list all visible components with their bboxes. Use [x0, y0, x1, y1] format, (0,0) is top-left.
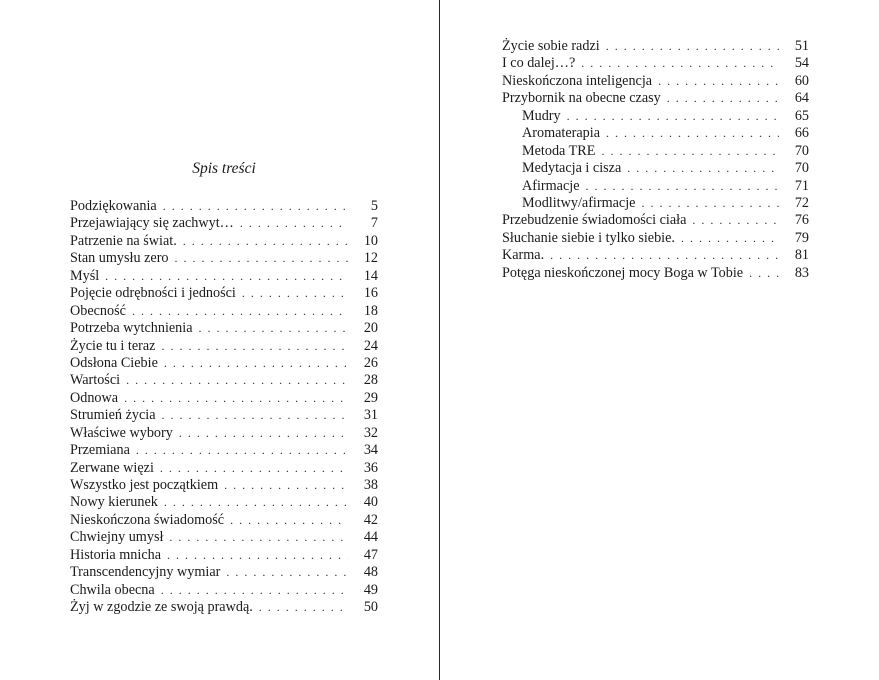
toc-entry: [70, 372, 378, 389]
toc-entry-page-number: 76: [794, 212, 809, 229]
toc-entry: [70, 355, 378, 372]
toc-entry-label: Karma.: [502, 247, 545, 264]
toc-entry-label: Patrzenie na świat.: [70, 232, 177, 249]
dot-leader: [600, 38, 779, 55]
toc-entry-page-number: 72: [794, 194, 809, 211]
dot-leader: [173, 425, 348, 442]
toc-entry: [70, 250, 378, 267]
toc-entry: [70, 215, 378, 232]
toc-right-list: [502, 38, 809, 282]
toc-entry-label: Chwila obecna: [70, 581, 155, 598]
toc-entry-label: Medytacja i cisza: [522, 160, 622, 177]
toc-entry-page-number: 50: [363, 599, 378, 616]
toc-entry-page-number: 18: [363, 302, 378, 319]
toc-entry-page-number: 54: [794, 55, 809, 72]
toc-entry: [70, 460, 378, 477]
toc-entry-page-number: 47: [363, 546, 378, 563]
toc-entry-page-number: 44: [363, 529, 378, 546]
toc-entry-label: Przemiana: [70, 442, 130, 459]
toc-entry-page-number: 16: [363, 285, 378, 302]
dot-leader: [652, 73, 779, 90]
toc-entry: [502, 125, 809, 142]
dot-leader: [220, 564, 348, 581]
toc-entry-label: Słuchanie siebie i tylko siebie.: [502, 229, 675, 246]
dot-leader: [743, 265, 779, 282]
toc-entry-page-number: 34: [363, 442, 378, 459]
toc-entry-label: Stan umysłu zero: [70, 250, 169, 267]
toc-entry-page-number: 31: [363, 407, 378, 424]
toc-entry: [70, 390, 378, 407]
toc-entry-label: Potęga nieskończonej mocy Boga w Tobie: [502, 264, 744, 281]
toc-entry: [70, 494, 378, 511]
toc-entry: [502, 143, 809, 160]
toc-entry-label: Życie sobie radzi: [502, 38, 600, 54]
toc-entry-label: Modlitwy/afirmacje: [522, 194, 636, 211]
toc-entry-page-number: 12: [363, 250, 378, 267]
toc-entry: [70, 338, 378, 355]
toc-title: Spis treści: [192, 160, 256, 177]
toc-entry-page-number: 70: [794, 142, 809, 159]
toc-entry-page-number: 38: [363, 477, 378, 493]
toc-entry-label: Pojęcie odrębności i jedności: [70, 285, 236, 302]
toc-entry-label: Mudry: [522, 107, 561, 124]
toc-entry-label: Transcendencyjny wymiar: [70, 564, 221, 581]
toc-entry-page-number: 10: [363, 232, 378, 249]
toc-entry: [502, 265, 809, 282]
toc-entry: [502, 90, 809, 107]
toc-entry-page-number: 24: [363, 337, 378, 354]
toc-entry-label: Przebudzenie świadomości ciała: [502, 212, 687, 229]
dot-leader: [177, 233, 348, 250]
toc-entry-page-number: 48: [363, 564, 378, 581]
dot-leader: [661, 90, 779, 107]
dot-leader: [544, 247, 779, 264]
toc-entry: [70, 529, 378, 546]
toc-entry-page-number: 66: [794, 125, 809, 142]
dot-leader: [193, 320, 348, 337]
dot-leader: [686, 212, 779, 229]
dot-leader: [234, 215, 348, 232]
toc-entry-label: Odnowa: [70, 389, 119, 406]
dot-leader: [218, 477, 348, 494]
toc-entry: [502, 160, 809, 177]
toc-entry: [502, 212, 809, 229]
toc-entry-page-number: 79: [794, 229, 809, 246]
toc-entry: [502, 195, 809, 212]
toc-entry-label: Przybornik na obecne czasy: [502, 90, 661, 107]
toc-entry: [70, 477, 378, 494]
toc-entry: [502, 55, 809, 72]
toc-entry: [502, 178, 809, 195]
toc-entry: [70, 547, 378, 564]
dot-leader: [163, 529, 348, 546]
toc-entry-page-number: 32: [363, 424, 378, 441]
dot-leader: [158, 494, 348, 511]
dot-leader: [126, 303, 348, 320]
dot-leader: [595, 143, 779, 160]
dot-leader: [635, 195, 779, 212]
dot-leader: [575, 55, 779, 72]
toc-entry-label: Historia mnicha: [70, 546, 162, 563]
toc-entry-page-number: 14: [363, 267, 378, 284]
toc-entry-page-number: 42: [363, 511, 378, 528]
toc-entry-page-number: 29: [363, 389, 378, 406]
toc-entry-page-number: 60: [794, 72, 809, 89]
toc-entry: [70, 582, 378, 599]
toc-entry-label: Metoda TRE: [522, 142, 596, 159]
toc-entry: [70, 425, 378, 442]
dot-leader: [158, 355, 348, 372]
dot-leader: [161, 547, 348, 564]
toc-entry-label: Potrzeba wytchnienia: [70, 320, 193, 337]
toc-entry: [502, 247, 809, 264]
dot-leader: [154, 460, 348, 477]
dot-leader: [99, 268, 348, 285]
toc-entry: [70, 512, 378, 529]
dot-leader: [155, 582, 348, 599]
toc-entry-page-number: 64: [794, 90, 809, 107]
toc-entry: [70, 564, 378, 581]
toc-entry-page-number: 28: [363, 372, 378, 389]
toc-entry-page-number: 65: [794, 107, 809, 124]
toc-entry-label: Chwiejny umysł: [70, 529, 164, 546]
toc-entry-page-number: 70: [794, 160, 809, 177]
toc-entry-page-number: 83: [794, 264, 809, 281]
dot-leader: [600, 125, 779, 142]
toc-entry-label: Obecność: [70, 302, 126, 319]
toc-entry-page-number: 20: [363, 320, 378, 337]
toc-entry-label: Strumień życia: [70, 407, 156, 424]
toc-entry-page-number: 81: [794, 247, 809, 264]
toc-entry-page-number: 5: [370, 198, 378, 214]
dot-leader: [130, 442, 348, 459]
toc-entry-page-number: 40: [363, 494, 378, 511]
toc-entry-label: Aromaterapia: [522, 125, 600, 142]
toc-entry: [70, 285, 378, 302]
dot-leader: [157, 198, 348, 215]
toc-entry: [70, 303, 378, 320]
toc-entry-label: Wszystko jest początkiem: [70, 477, 219, 493]
dot-leader: [561, 108, 779, 125]
dot-leader: [155, 338, 348, 355]
toc-entry: [70, 407, 378, 424]
toc-entry: [70, 198, 378, 215]
dot-leader: [156, 407, 349, 424]
toc-entry-label: Właściwe wybory: [70, 424, 173, 441]
toc-entry: [70, 442, 378, 459]
toc-entry: [502, 38, 809, 55]
page-divider: [439, 0, 440, 680]
toc-entry-label: Zerwane więzi: [70, 459, 154, 476]
toc-entry: [70, 268, 378, 285]
toc-entry-page-number: 71: [794, 177, 809, 194]
dot-leader: [118, 390, 348, 407]
toc-entry-label: Podziękowania: [70, 198, 157, 214]
toc-entry: [70, 599, 378, 616]
dot-leader: [169, 250, 348, 267]
toc-left-list: [70, 198, 378, 617]
toc-entry-page-number: 7: [370, 215, 378, 232]
toc-entry-label: Nieskończona świadomość: [70, 511, 225, 528]
toc-entry-label: Żyj w zgodzie ze swoją prawdą.: [70, 599, 253, 616]
dot-leader: [675, 230, 779, 247]
dot-leader: [580, 178, 779, 195]
dot-leader: [224, 512, 348, 529]
toc-entry-page-number: 49: [363, 581, 378, 598]
toc-entry: [502, 73, 809, 90]
toc-entry-label: Afirmacje: [522, 177, 580, 194]
toc-entry-label: I co dalej…?: [502, 55, 576, 72]
toc-entry-label: Nowy kierunek: [70, 494, 158, 511]
toc-entry: [502, 230, 809, 247]
toc-entry-label: Przejawiający się zachwyt…: [70, 215, 234, 232]
toc-entry-label: Życie tu i teraz: [70, 337, 156, 354]
toc-entry-label: Wartości: [70, 372, 121, 389]
toc-entry-label: Odsłona Ciebie: [70, 354, 158, 371]
toc-entry: [70, 233, 378, 250]
dot-leader: [236, 285, 348, 302]
toc-entry-page-number: 36: [363, 459, 378, 476]
toc-entry: [502, 108, 809, 125]
dot-leader: [120, 372, 348, 389]
toc-entry-label: Nieskończona inteligencja: [502, 72, 653, 89]
dot-leader: [253, 599, 348, 616]
toc-entry: [70, 320, 378, 337]
toc-entry-label: Myśl: [70, 267, 100, 284]
dot-leader: [621, 160, 779, 177]
toc-entry-page-number: 51: [794, 38, 809, 54]
toc-entry-page-number: 26: [363, 354, 378, 371]
